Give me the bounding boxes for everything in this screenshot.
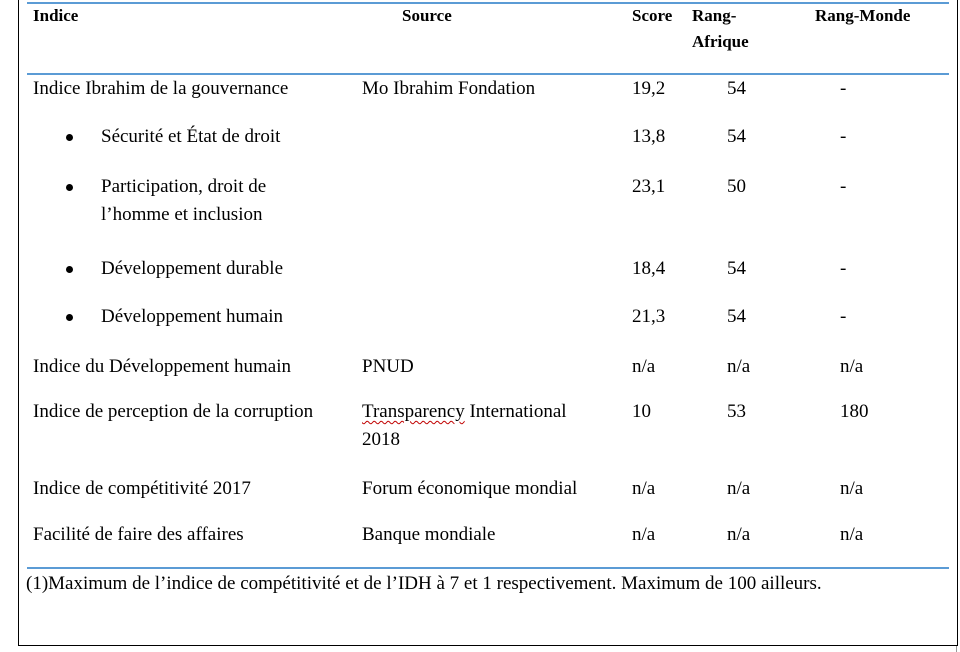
cell-indice: Développement durable [101,258,284,279]
cell-rang-monde: - [840,306,847,327]
cell-source: Forum économique mondial [362,478,578,499]
cell-source-line2: 2018 [362,429,400,450]
cell-source-rest: International [464,401,567,422]
top-rule [27,2,949,4]
bottom-rule [27,567,949,569]
header-rang-afrique-1: Rang- [692,6,737,25]
bullet-icon [66,134,73,141]
header-source: Source [402,6,452,25]
table-footnote: (1)Maximum de l’indice de compétitivité et de l’IDH à 7 et 1 respectivement. Maximum de 100 ailleurs. [26,573,822,594]
cell-rang-afrique: 50 [727,176,746,197]
spellcheck-word: Transparency [362,401,465,422]
cell-source: PNUD [362,356,414,377]
cell-rang-monde: n/a [840,478,864,499]
page-edge-mark [956,646,957,652]
cell-score: 21,3 [632,306,666,327]
bullet-icon [66,314,73,321]
cell-rang-monde: - [840,258,847,279]
cell-rang-monde: n/a [840,356,864,377]
cell-rang-afrique: n/a [727,356,751,377]
cell-source: Banque mondiale [362,524,496,545]
header-indice: Indice [33,6,79,25]
cell-rang-monde: - [840,176,847,197]
cell-indice: Indice de perception de la corruption [33,401,314,422]
cell-source: Mo Ibrahim Fondation [362,78,536,99]
cell-rang-afrique: n/a [727,524,751,545]
cell-indice: Indice du Développement humain [33,356,292,377]
cell-rang-afrique: 54 [727,126,746,147]
cell-indice: Indice Ibrahim de la gouvernance [33,78,289,99]
cell-rang-monde: - [840,78,847,99]
cell-rang-monde: - [840,126,847,147]
cell-source-line1 [362,398,567,426]
cell-score: n/a [632,478,656,499]
cell-score: n/a [632,356,656,377]
cell-score: n/a [632,524,656,545]
cell-indice-line1: Participation, droit de [101,176,267,197]
cell-indice: Sécurité et État de droit [101,126,281,147]
cell-indice-line2: l’homme et inclusion [101,204,263,225]
bullet-icon [66,184,73,191]
cell-score: 13,8 [632,126,666,147]
cell-rang-monde: 180 [840,401,869,422]
cell-rang-afrique: 54 [727,78,746,99]
cell-score: 10 [632,401,651,422]
cell-rang-afrique: 54 [727,258,746,279]
cell-score: 18,4 [632,258,666,279]
cell-indice: Indice de compétitivité 2017 [33,478,251,499]
cell-rang-afrique: n/a [727,478,751,499]
header-score: Score [632,6,673,25]
cell-score: 23,1 [632,176,666,197]
cell-score: 19,2 [632,78,666,99]
header-rang-monde: Rang-Monde [815,6,911,25]
cell-indice: Facilité de faire des affaires [33,524,244,545]
bullet-icon [66,266,73,273]
header-rang-afrique-2: Afrique [692,32,749,51]
cell-rang-afrique: 53 [727,401,746,422]
cell-rang-monde: n/a [840,524,864,545]
cell-rang-afrique: 54 [727,306,746,327]
cell-indice: Développement humain [101,306,284,327]
